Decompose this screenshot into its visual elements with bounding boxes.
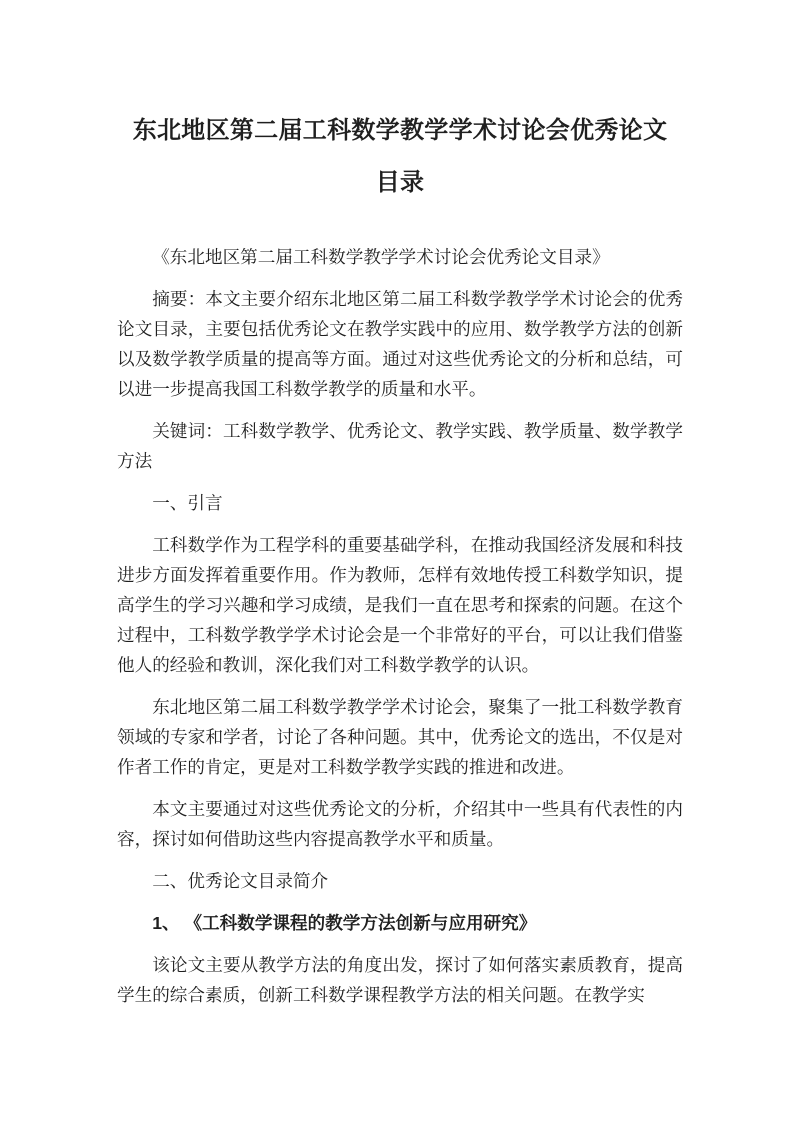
doc-title [117,105,683,209]
paragraph-book-title-line: 《东北地区第二届工科数学教学学术讨论会优秀论文目录》 [152,247,610,267]
paragraph-keywords: 关键词：工科数学教学、优秀论文、教学实践、教学质量、数学教学方法 [117,421,683,471]
paragraph-paper-1-description: 该论文主要从教学方法的角度出发，探讨了如何落实素质教育，提高学生的综合素质，创新工科数学课程教学方法的相关问题。在教学实 [117,955,683,1005]
heading-catalog-overview: 二、优秀论文目录简介 [152,871,329,891]
doc-title-line-1: 东北地区第二届工科数学教学学术讨论会优秀论文 [132,117,668,144]
paragraph-intro-1: 工科数学作为工程学科的重要基础学科，在推动我国经济发展和科技进步方面发挥着重要作用。作为教师，怎样有效地传授工科数学知识，提高学生的学习兴趣和学习成绩，是我们一直在思考和探索的问题。在这个过程中，工科数学教学学术讨论会是一个非常好的平台，可以让我们借鉴他人的经验和教训，深化我们对工科数学教学的认识。 [117,535,683,675]
paragraph-intro-3: 本文主要通过对这些优秀论文的分析，介绍其中一些具有代表性的内容，探讨如何借助这些内容提高教学水平和质量。 [117,799,683,849]
paragraph-intro-2: 东北地区第二届工科数学教学学术讨论会，聚集了一批工科数学教育领域的专家和学者，讨论了各种问题。其中，优秀论文的选出，不仅是对作者工作的肯定，更是对工科数学教学实践的推进和改进。 [117,697,683,777]
doc-title-line-2: 目录 [375,169,425,196]
paragraph-abstract: 摘要：本文主要介绍东北地区第二届工科数学教学学术讨论会的优秀论文目录，主要包括优秀论文在教学实践中的应用、数学教学方法的创新以及数学教学质量的提高等方面。通过对这些优秀论文的分析和总结，可以进一步提高我国工科数学教学的质量和水平。 [117,289,683,399]
heading-introduction: 一、引言 [152,493,223,513]
paper-item-1-title: 1、 《工科数学课程的教学方法创新与应用研究》 [152,913,537,933]
